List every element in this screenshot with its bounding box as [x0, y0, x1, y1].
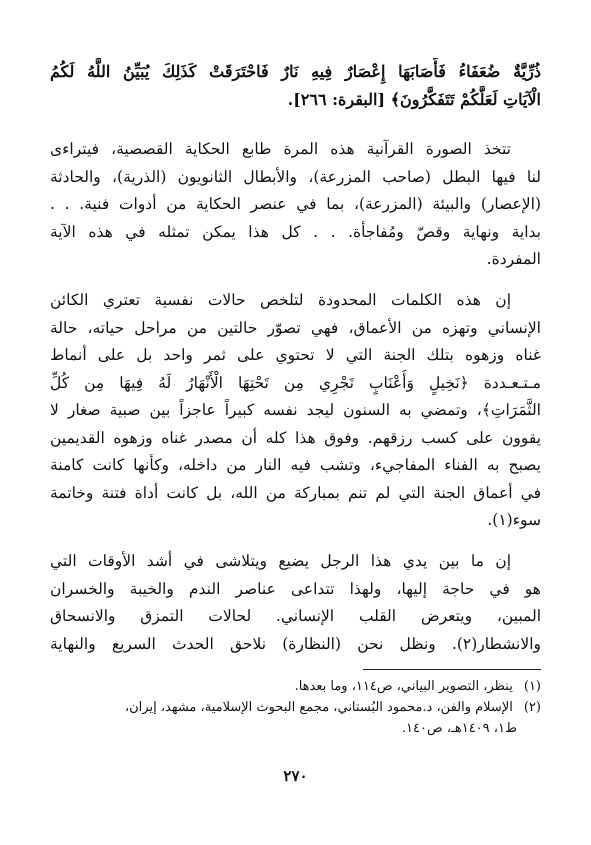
footnote-text: الإسلام والفن، د.محمود البُستاني، مجمع البحوث الإسلامية، مشهد، إيران، — [124, 700, 513, 715]
page-number: ٢٧٠ — [283, 767, 308, 785]
text-line: في أعماق الجنة التي لم تنم بمباركة من الله، بل كانت أداة فتنة وخاتمة — [50, 483, 541, 502]
paragraph — [50, 287, 541, 535]
text-line: الإنساني وتهزه من الأعماق، فهي تصوّر حالتين من مراحل حياته، حالة — [50, 318, 541, 337]
footnote-continuation: ط١، ١٤٠٩هـ، ص١٤٠. — [401, 721, 517, 736]
text-line: يصبح به الفناء المفاجيء، وتشب فيه النار من داخله، وكأنها كانت كامنة — [50, 456, 541, 474]
verse-line: ذُرِّيَّةٌ ضُعَفَاءُ فَأَصَابَهَا إِعْصَارٌ فِيهِ نَارٌ فَاحْتَرَقَتْ كَذَلِكَ يُبَيِّنُ اللَّهُ لَكُمُ — [50, 62, 541, 81]
paragraph — [50, 548, 541, 658]
text-line: غناه وزهوه بتلك الجنة التي لا تحتوي على ثمر واحد بل على أنماط — [50, 346, 541, 364]
footnote — [50, 697, 541, 718]
footnote-divider — [363, 669, 541, 670]
text-line: لنا فيها البطل (صاحب المزرعة)، والأبطال الثانويون (الذرية)، والحادثة — [50, 167, 541, 186]
text-line: (الإعصار) والبيئة (المزرعة)، بما في عنصر الحكاية من أدوات فنية. . . — [50, 195, 541, 213]
text-line: بداية ونهاية وقصّ ومُفاجأة. . . كل هذا يمكن تمثله في هذه الآية — [50, 222, 541, 241]
footnotes — [50, 676, 541, 739]
text-line: يقوون على كسب رزقهم. وفوق هذا كله أن مصدر غناه وزهوه القديمين — [50, 428, 541, 447]
paragraph — [50, 136, 541, 274]
verse-line: الْآيَاتِ لَعَلَّكُمْ تَتَفَكَّرُونَ﴾ [البقرة: ٢٦٦]. — [287, 89, 541, 109]
text-line: إن ما بين يدي هذا الرجل يضيع ويتلاشى في أشد الأوقات التي — [50, 552, 511, 570]
text-line: المفردة. — [486, 250, 541, 268]
text-line: الثَّمَرَاتِ﴾، وتمضي به السنون ليجد نفسه كبيراً عاجزاً بين صبية صغار لا — [50, 401, 541, 419]
text-line: سوء(١). — [487, 511, 541, 529]
footnote-text: ينظر، التصوير البياني، ص١١٤، وما بعدها. — [294, 679, 513, 694]
text-line: هو في حاجة إليها، ولهذا تتداعى عناصر الندم والخيبة والخسران — [50, 579, 541, 598]
text-line: والانشطار(٢). ونظل نحن (النظارة) نلاحق الحدث السريع والنهاية — [50, 634, 541, 653]
text-line: إن هذه الكلمات المحدودة لتلخص حالات نفسية تعتري الكائن — [50, 291, 511, 309]
text-line: المبين، ويتعرض القلب الإنساني. لحالات التمزق والانسحاق — [50, 607, 541, 625]
footnote-number: (١) — [523, 679, 541, 694]
footnote-number: (٢) — [523, 700, 541, 715]
quran-verse — [50, 58, 541, 113]
text-line: مـتـعـددة ﴿نَخِيلٍ وَأَعْنَابٍ تَجْرِي مِن تَحْتِهَا الْأَنْهَارُ لَهُ فِيهَا مِن كُلِّ — [50, 373, 541, 392]
text-line: تتخذ الصورة القرآنية هذه المرة طابع الحكاية القصصية، فيتراءى — [50, 140, 511, 158]
footnote — [50, 676, 541, 697]
